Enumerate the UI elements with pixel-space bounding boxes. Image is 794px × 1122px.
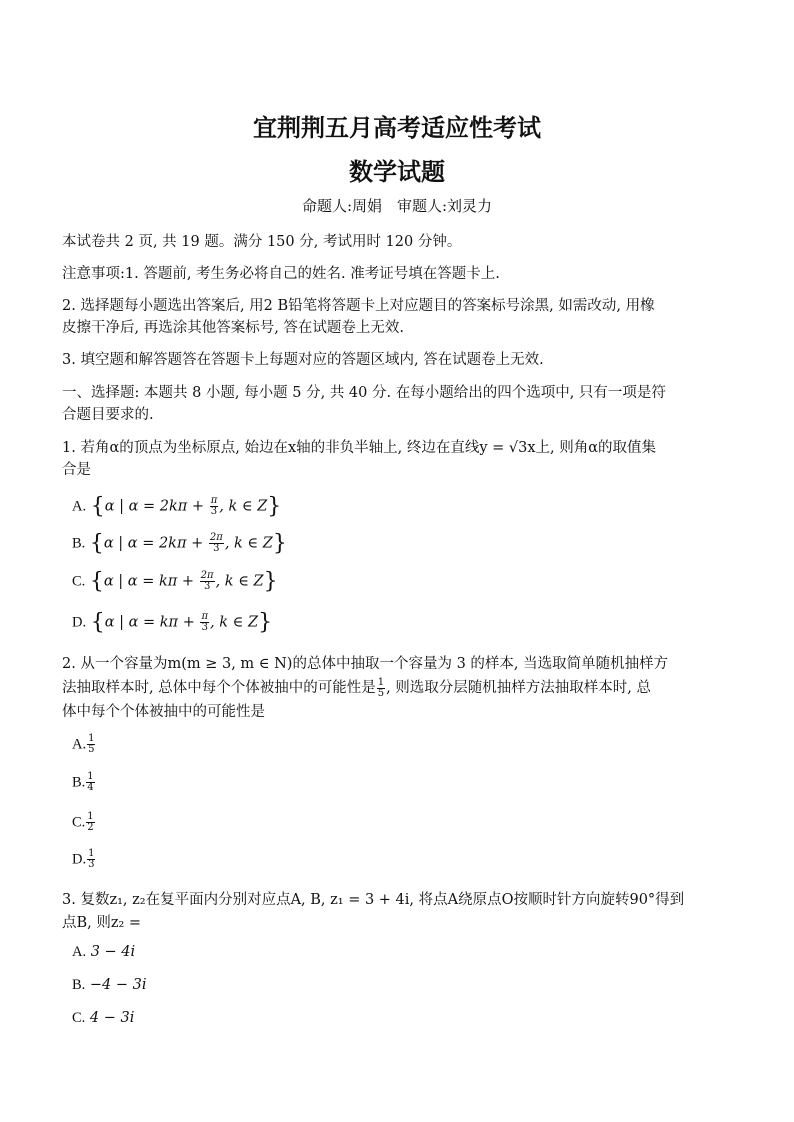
q2-stem-b-tail: , 则选取分层随机抽样方法抽取样本时, 总	[386, 680, 652, 696]
option-expr-tail: , k ∈ Z	[219, 498, 268, 515]
q2-option-d	[72, 849, 96, 870]
option-label: C.	[72, 573, 86, 590]
fraction: $\frac{2\pi}{3}$	[209, 532, 223, 554]
option-label: C.	[72, 814, 86, 831]
note-line-3a: 2. 选择题每小题选出答案后, 用2 B铅笔将答题卡上对应题目的答案标号涂黑, 如需改动, 用橡	[62, 298, 655, 314]
fraction: $\frac{\pi}{3}$	[210, 495, 218, 517]
fraction: $\frac{\pi}{3}$	[201, 611, 209, 633]
option-expr: 3 − 4i	[90, 944, 136, 960]
q2-option-a	[72, 734, 96, 755]
option-expr: −4 − 3i	[89, 977, 147, 993]
note-line-3b: 皮擦干净后, 再选涂其他答案标号, 答在试题卷上无效.	[62, 320, 405, 336]
exam-title: 宜荆荆五月高考适应性考试	[253, 113, 541, 142]
section-heading-1: 一、选择题: 本题共 8 小题, 每小题 5 分, 共 40 分. 在每小题给出的四个选项中, 只有一项是符	[62, 385, 666, 401]
q2-stem-b	[62, 676, 651, 699]
option-label: B.	[72, 774, 86, 791]
q3-stem-a: 3. 复数z₁, z₂在复平面内分别对应点A, B, z₁ = 3 + 4i, 将点A绕原点O按顺时针方向旋转90°得到	[62, 892, 685, 908]
option-expr: α | α = kπ +	[103, 573, 199, 590]
option-label: A.	[72, 944, 87, 960]
exam-subtitle: 数学试题	[349, 157, 445, 186]
q3-option-c	[72, 1010, 134, 1027]
option-label: D.	[72, 614, 87, 631]
option-expr: 4 − 3i	[89, 1010, 135, 1026]
q3-stem-b: 点B, 则z₂ =	[62, 915, 142, 931]
note-line-4: 3. 填空题和解答题答在答题卡上每题对应的答题区域内, 答在试题卷上无效.	[62, 352, 544, 368]
q2-option-c	[72, 812, 96, 833]
q2-option-b	[72, 772, 96, 793]
option-expr: α | α = kπ +	[104, 614, 200, 631]
q1-option-c: C. {α | α = kπ + $\frac{2\pi}{3}$ , k ∈ Z}	[72, 569, 278, 594]
authors-line: 命题人:周娟 审题人:刘灵力	[301, 197, 493, 215]
fraction: $\frac{1}{3}$	[88, 848, 95, 870]
option-expr-tail: , k ∈ Z	[224, 535, 273, 552]
fraction: $\frac{1}{5}$	[377, 676, 385, 699]
option-label: B.	[72, 535, 86, 552]
q1-option-d: D. {α | α = kπ + $\frac{\pi}{3}$ , k ∈ Z}	[72, 610, 273, 635]
note-line-2: 注意事项:1. 答题前, 考生务必将自己的姓名. 准考证号填在答题卡上.	[62, 266, 500, 282]
section-heading-2: 合题目要求的.	[62, 407, 154, 423]
q2-stem-a: 2. 从一个容量为m(m ≥ 3, m ∈ N)的总体中抽取一个容量为 3 的样本, 当选取简单随机抽样方	[62, 656, 669, 672]
q1-stem-b: 合是	[62, 462, 91, 478]
q1-option-a: A. {α | α = 2kπ + $\frac{\pi}{3}$ , k ∈ Z}	[72, 494, 282, 519]
q1-stem-a: 1. 若角α的顶点为坐标原点, 始边在x轴的非负半轴上, 终边在直线y = √3x上, 则角α的取值集	[62, 440, 657, 456]
q2-stem-c: 体中每个个体被抽中的可能性是	[62, 704, 265, 720]
q3-option-a	[72, 944, 135, 961]
q2-stem-b-text: 法抽取样本时, 总体中每个个体被抽中的可能性是	[62, 680, 376, 696]
fraction: $\frac{2\pi}{3}$	[200, 570, 214, 592]
option-expr-tail: , k ∈ Z	[210, 614, 259, 631]
option-label: C.	[72, 1010, 86, 1026]
option-expr-tail: , k ∈ Z	[215, 573, 264, 590]
option-label: D.	[72, 851, 87, 868]
fraction: $\frac{1}{4}$	[87, 771, 94, 793]
fraction: $\frac{1}{5}$	[88, 733, 95, 755]
note-line-1: 本试卷共 2 页, 共 19 题。满分 150 分, 考试用时 120 分钟。	[62, 234, 462, 250]
option-label: A.	[72, 498, 87, 515]
q3-option-b	[72, 977, 147, 994]
option-label: A.	[72, 736, 87, 753]
q1-option-b: B. {α | α = 2kπ + $\frac{2\pi}{3}$ , k ∈ Z}	[72, 531, 287, 556]
option-label: B.	[72, 977, 86, 993]
fraction: $\frac{1}{2}$	[87, 811, 94, 833]
option-expr: α | α = 2kπ +	[103, 535, 208, 552]
option-expr: α | α = 2kπ +	[104, 498, 209, 515]
